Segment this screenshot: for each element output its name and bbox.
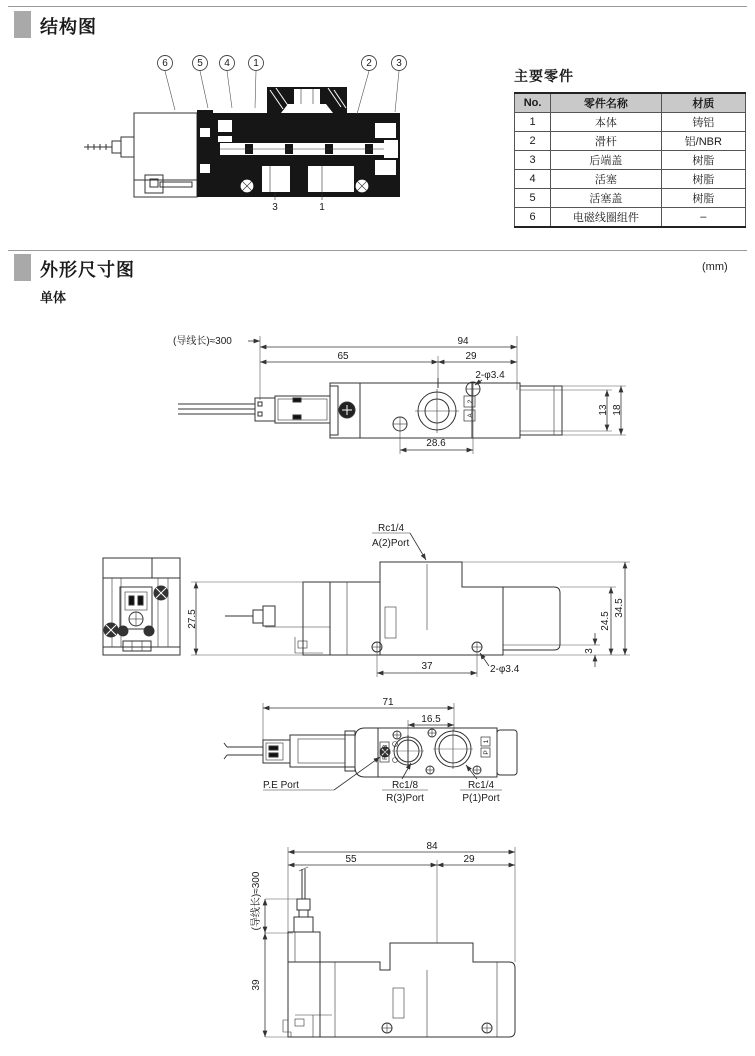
cell-material: 铸铝 — [661, 113, 745, 132]
cell-no: 1 — [515, 113, 551, 132]
valve-top-view-outline — [178, 378, 562, 438]
cell-material: 树脂 — [661, 189, 745, 208]
r-thread-label: Rc1/8 — [391, 780, 419, 791]
cell-name: 活塞盖 — [551, 189, 661, 208]
callout-4: 4 — [224, 58, 230, 69]
dim-29: 29 — [465, 351, 477, 362]
dimension-drawing-top-view — [168, 328, 640, 468]
section-title-dimensions: 外形尺寸图 — [40, 260, 135, 280]
port-mark-p-number: 1 — [483, 739, 490, 744]
dim-55: 55 — [345, 854, 357, 865]
cell-name: 活塞 — [551, 170, 661, 189]
pe-port-label: P.E Port — [263, 780, 299, 791]
section-divider — [8, 6, 747, 7]
structure-diagram-drawing — [70, 48, 435, 220]
section-divider — [8, 250, 747, 251]
table-row — [515, 132, 746, 151]
extension-lines — [260, 336, 626, 454]
dim-28-6: 28.6 — [426, 438, 446, 449]
dimension-drawing-rear-view — [235, 835, 565, 1055]
port-mark-p-letter: P — [483, 750, 490, 755]
end-view — [103, 558, 180, 655]
dimensions — [263, 697, 454, 725]
dim-27-5: 27.5 — [187, 609, 198, 629]
lead-length-label: (导线长)≈300 — [251, 871, 262, 931]
dim-13: 13 — [598, 404, 609, 416]
table-row — [515, 208, 746, 228]
table-row — [515, 170, 746, 189]
dim-71: 71 — [382, 697, 394, 708]
cell-name: 本体 — [551, 113, 661, 132]
cell-name: 电磁线圈组件 — [551, 208, 661, 228]
dim-3: 3 — [584, 648, 595, 654]
dim-16-5: 16.5 — [421, 714, 441, 725]
table-row — [515, 113, 746, 132]
cell-material: 树脂 — [661, 170, 745, 189]
parts-table-block — [514, 66, 746, 228]
cell-no: 2 — [515, 132, 551, 151]
cell-name: 后端盖 — [551, 151, 661, 170]
parts-table-title: 主要零件 — [514, 68, 574, 84]
dimension-drawing-side-view — [95, 515, 640, 693]
subtitle-single-unit: 单体 — [40, 290, 67, 305]
lead-length-label: (导线长)≈300 — [173, 336, 232, 347]
port-thread: Rc1/4 — [378, 523, 405, 534]
unit-note: (mm) — [702, 261, 728, 273]
port-mark-2: 2 — [467, 399, 474, 404]
callout-1: 1 — [253, 58, 259, 69]
solenoid-pin — [84, 137, 134, 157]
table-header-row — [515, 93, 746, 113]
cell-material: 铝/NBR — [661, 132, 745, 151]
p-thread-label: Rc1/4 — [467, 780, 495, 791]
cell-no: 6 — [515, 208, 551, 228]
callout-balloons — [158, 56, 407, 71]
rear-view-outline — [283, 867, 515, 1037]
col-header-no: No. — [515, 93, 551, 113]
port-1-label: 1 — [319, 202, 325, 213]
port-mark-r-number: 3 — [382, 744, 389, 749]
section-title-structure: 结构图 — [40, 17, 97, 37]
side-view-outline — [225, 562, 560, 655]
cell-material: 树脂 — [661, 151, 745, 170]
dim-24-5: 24.5 — [600, 611, 611, 631]
parts-table — [514, 92, 746, 228]
port-3-label: 3 — [272, 202, 278, 213]
dim-94: 94 — [457, 336, 469, 347]
section-marker — [14, 11, 31, 38]
port-mark-a: A — [467, 413, 474, 418]
section-marker — [14, 254, 31, 281]
cell-name: 滑杆 — [551, 132, 661, 151]
extension-lines — [191, 562, 630, 677]
callout-5: 5 — [197, 58, 203, 69]
callout-6: 6 — [162, 58, 168, 69]
valve-body-section — [213, 87, 400, 197]
hole-note: 2-φ3.4 — [475, 370, 505, 381]
port-name: A(2)Port — [372, 538, 410, 549]
cell-no: 4 — [515, 170, 551, 189]
dim-39: 39 — [251, 979, 262, 991]
table-row — [515, 151, 746, 170]
adapter-bracket — [197, 110, 213, 197]
col-header-name: 零件名称 — [551, 93, 661, 113]
dim-84: 84 — [426, 841, 438, 852]
solenoid-coil — [134, 113, 197, 197]
col-header-material: 材质 — [661, 93, 745, 113]
cell-no: 5 — [515, 189, 551, 208]
cell-material: – — [661, 208, 745, 228]
dim-37: 37 — [421, 661, 433, 672]
dim-18: 18 — [612, 404, 623, 416]
hole-note: 2-φ3.4 — [490, 664, 520, 675]
dim-29: 29 — [463, 854, 475, 865]
dimension-drawing-bottom-view — [222, 693, 557, 813]
bottom-view-outline — [224, 728, 517, 777]
dim-65: 65 — [337, 351, 349, 362]
cell-no: 3 — [515, 151, 551, 170]
dimensions — [173, 334, 623, 450]
port-labels — [263, 757, 502, 804]
callout-2: 2 — [366, 58, 372, 69]
p-port-label: P(1)Port — [462, 793, 500, 804]
port-mark-r-letter: R — [382, 755, 389, 760]
callout-3: 3 — [396, 58, 402, 69]
dim-34-5: 34.5 — [614, 598, 625, 618]
r-port-label: R(3)Port — [386, 793, 424, 804]
table-row — [515, 189, 746, 208]
dimensions — [249, 841, 515, 1037]
dimensions — [187, 523, 625, 675]
